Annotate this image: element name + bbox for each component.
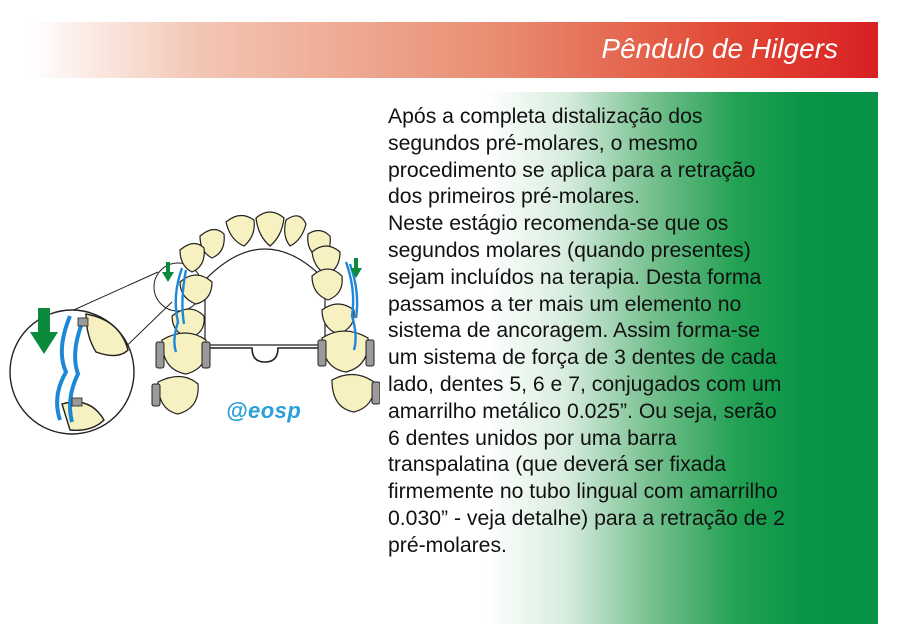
body-text: Após a completa distalização dos segundos pré-molares, o mesmo procedimento se aplica para a retração dos primeiros pré-molares. Neste estágio recomenda-se que os segundos molares (quando presentes) sejam incluídos na terapia. Desta forma passamos a ter mais um elemento no sistema de ancoragem. Assim forma-se um sistema de força de 3 dentes de cada lado, dentes 5, 6 e 7, conjugados com um amarrilho metálico 0.025”. Ou seja, serão 6 dentes unidos por uma barra transpalatina (que deverá ser fixada firmemente no tubo lingual com amarrilho 0.030” - veja detalhe) para a retração de 2 pré-molares. xyxy=(388,105,785,557)
dental-arch-illustration-icon xyxy=(0,200,380,440)
palate-outline xyxy=(205,249,325,345)
eosp-logo: @eosp xyxy=(226,398,302,423)
transpalatal-bar xyxy=(205,348,325,362)
text-panel xyxy=(376,92,878,624)
title-bar xyxy=(30,22,878,78)
upper-teeth xyxy=(158,212,374,414)
page-title: Pêndulo de Hilgers xyxy=(601,33,838,64)
magnified-detail xyxy=(10,308,134,434)
